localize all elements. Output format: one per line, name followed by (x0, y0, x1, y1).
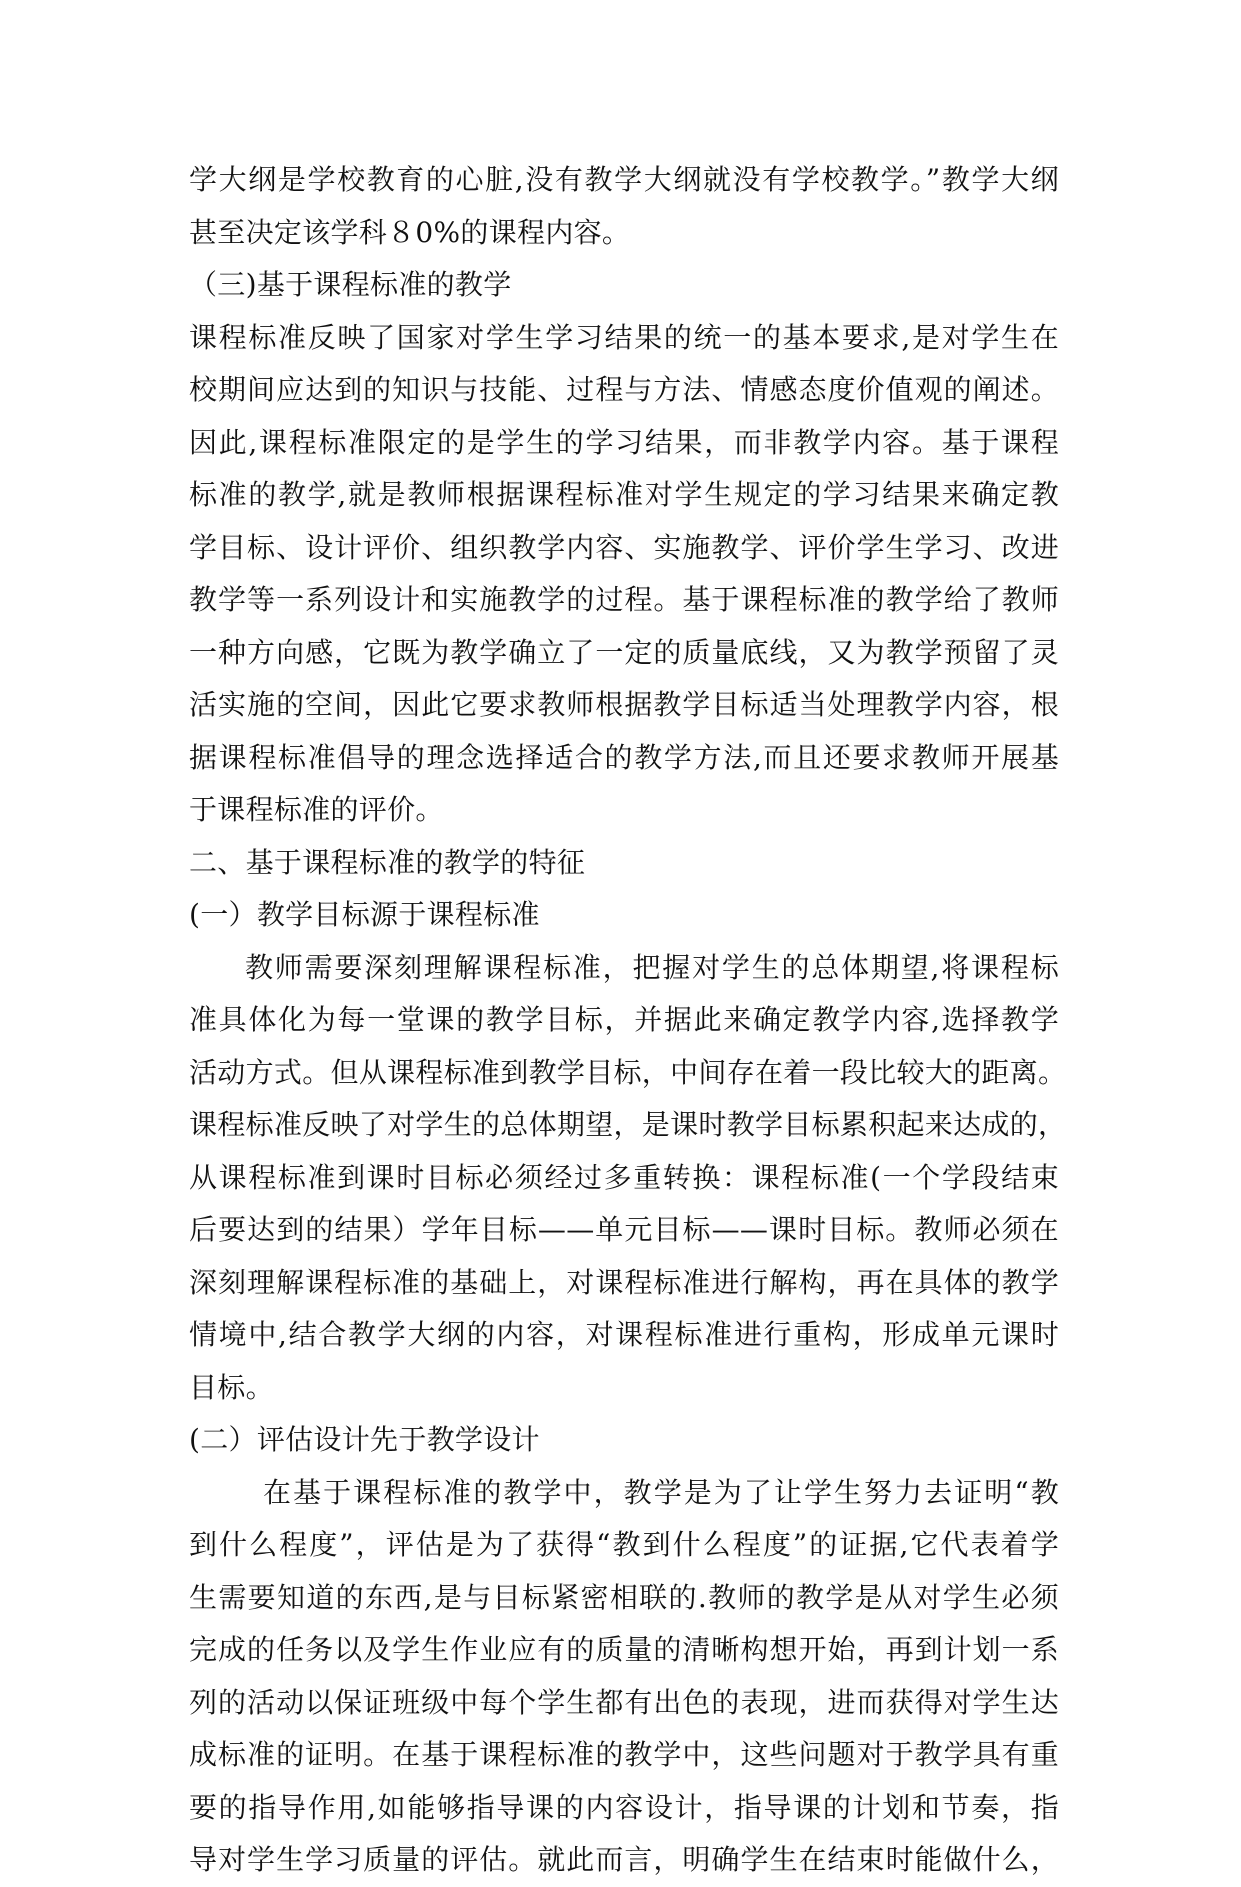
text-line: 要的指导作用,如能够指导课的内容设计，指导课的计划和节奏，指 (189, 1790, 1059, 1824)
text-line: 生需要知道的东西,是与目标紧密相联的.教师的教学是从对学生必须 (189, 1580, 1059, 1614)
text-line: 活实施的空间，因此它要求教师根据教学目标适当处理教学内容，根 (189, 688, 1059, 721)
text-line: 课程标准反映了对学生的总体期望，是课时教学目标累积起来达成的， (189, 1108, 1067, 1141)
text-line: （三)基于课程标准的教学 (189, 268, 512, 301)
text-line: 导对学生学习质量的评估。就此而言，明确学生在结束时能做什么， (189, 1843, 1059, 1876)
text-line: 课程标准反映了国家对学生学习结果的统一的基本要求,是对学生在 (189, 320, 1059, 354)
text-line: 在基于课程标准的教学中，教学是为了让学生努力去证明“教 (263, 1475, 1059, 1509)
text-line: (二）评估设计先于教学设计 (189, 1423, 540, 1456)
text-line: 到什么程度”，评估是为了获得“教到什么程度”的证据,它代表着学 (189, 1528, 1059, 1561)
text-line: 一种方向感，它既为教学确立了一定的质量底线，又为教学预留了灵 (189, 635, 1059, 669)
document-body (189, 154, 1067, 1887)
text-line: 甚至决定该学科８0%的课程内容。 (189, 215, 631, 249)
text-line: 列的活动以保证班级中每个学生都有出色的表现，进而获得对学生达 (189, 1685, 1059, 1719)
text-line: 于课程标准的评价。 (189, 793, 444, 826)
text-line: 深刻理解课程标准的基础上，对课程标准进行解构，再在具体的教学 (189, 1265, 1059, 1299)
text-line: 目标。 (189, 1370, 274, 1404)
text-line: 准具体化为每一堂课的教学目标，并据此来确定教学内容,选择教学 (189, 1003, 1059, 1036)
text-line: 活动方式。但从课程标准到教学目标，中间存在着一段比较大的距离。 (189, 1055, 1067, 1089)
text-line: 后要达到的结果）学年目标——单元目标——课时目标。教师必须在 (189, 1213, 1059, 1246)
text-line: 据课程标准倡导的理念选择适合的教学方法,而且还要求教师开展基 (189, 740, 1059, 774)
text-line: 教学等一系列设计和实施教学的过程。基于课程标准的教学给了教师 (189, 583, 1059, 616)
text-line: 因此,课程标准限定的是学生的学习结果，而非教学内容。基于课程 (189, 425, 1059, 459)
text-line: 从课程标准到课时目标必须经过多重转换：课程标准(一个学段结束 (189, 1160, 1059, 1194)
text-line: 情境中,结合教学大纲的内容，对课程标准进行重构，形成单元课时 (189, 1318, 1059, 1351)
text-line: 校期间应达到的知识与技能、过程与方法、情感态度价值观的阐述。 (189, 373, 1059, 406)
text-line: 完成的任务以及学生作业应有的质量的清晰构想开始，再到计划一系 (189, 1633, 1059, 1666)
text-line: (一）教学目标源于课程标准 (189, 898, 540, 931)
text-line: 教师需要深刻理解课程标准，把握对学生的总体期望,将课程标 (245, 950, 1059, 984)
text-line: 标准的教学,就是教师根据课程标准对学生规定的学习结果来确定教 (189, 478, 1059, 511)
text-line: 学大纲是学校教育的心脏,没有教学大纲就没有学校教学。”教学大纲 (189, 163, 1059, 196)
text-line: 学目标、设计评价、组织教学内容、实施教学、评价学生学习、改进 (189, 530, 1059, 564)
text-line: 二、基于课程标准的教学的特征 (189, 845, 586, 879)
text-line: 成标准的证明。在基于课程标准的教学中，这些问题对于教学具有重 (189, 1738, 1059, 1771)
